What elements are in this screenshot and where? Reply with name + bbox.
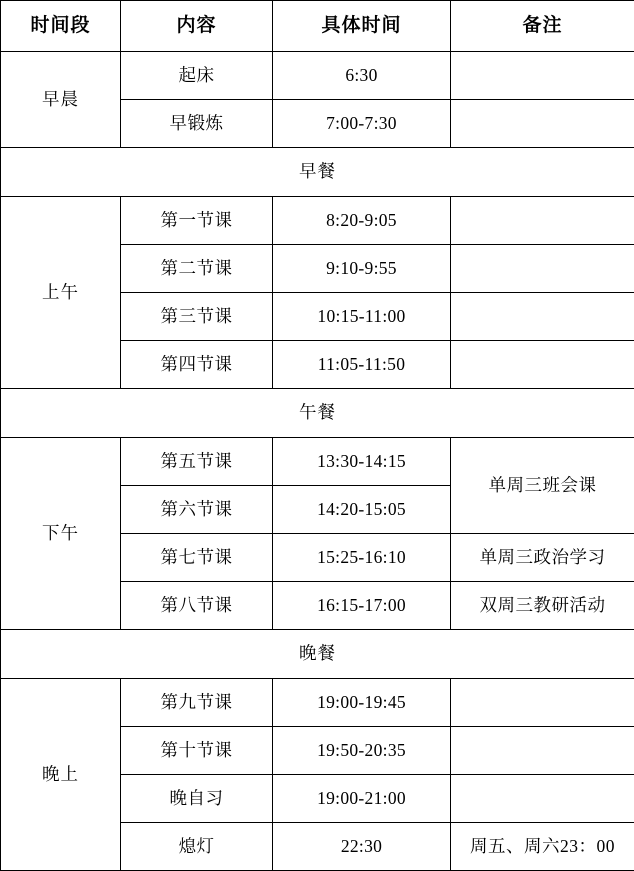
remark-cell [451, 293, 634, 341]
table-body [1, 52, 634, 871]
time-cell: 11:05-11:50 [273, 341, 451, 389]
remark-cell: 双周三教研活动 [451, 582, 634, 630]
column-header-content: 内容 [121, 1, 273, 52]
remark-cell [451, 775, 634, 823]
time-cell: 16:15-17:00 [273, 582, 451, 630]
content-cell: 第一节课 [121, 197, 273, 245]
time-cell: 10:15-11:00 [273, 293, 451, 341]
time-cell: 7:00-7:30 [273, 100, 451, 148]
remark-cell [451, 197, 634, 245]
content-cell: 第二节课 [121, 245, 273, 293]
table-row [1, 197, 634, 245]
remark-cell [451, 341, 634, 389]
meal-cell-dinner: 晚餐 [1, 630, 634, 679]
content-cell: 第七节课 [121, 534, 273, 582]
column-header-time: 具体时间 [273, 1, 451, 52]
content-cell: 熄灯 [121, 823, 273, 871]
table-row [1, 52, 634, 100]
content-cell: 起床 [121, 52, 273, 100]
time-cell: 22:30 [273, 823, 451, 871]
time-cell: 19:50-20:35 [273, 727, 451, 775]
content-cell: 第四节课 [121, 341, 273, 389]
remark-cell: 周五、周六23：00 [451, 823, 634, 871]
remark-cell [451, 245, 634, 293]
meal-row-dinner [1, 630, 634, 679]
remark-cell [451, 727, 634, 775]
table-header-row [1, 1, 634, 52]
period-cell-afternoon: 下午 [1, 438, 121, 630]
remark-cell [451, 679, 634, 727]
period-cell-forenoon: 上午 [1, 197, 121, 389]
time-cell: 6:30 [273, 52, 451, 100]
remark-cell: 单周三政治学习 [451, 534, 634, 582]
time-cell: 19:00-19:45 [273, 679, 451, 727]
time-cell: 14:20-15:05 [273, 486, 451, 534]
period-cell-evening: 晚上 [1, 679, 121, 871]
remark-cell [451, 100, 634, 148]
time-cell: 19:00-21:00 [273, 775, 451, 823]
meal-row-breakfast [1, 148, 634, 197]
table-row [1, 438, 634, 486]
period-cell-morning-early: 早晨 [1, 52, 121, 148]
time-cell: 8:20-9:05 [273, 197, 451, 245]
table-row [1, 679, 634, 727]
time-cell: 15:25-16:10 [273, 534, 451, 582]
time-cell: 9:10-9:55 [273, 245, 451, 293]
time-cell: 13:30-14:15 [273, 438, 451, 486]
content-cell: 晚自习 [121, 775, 273, 823]
meal-cell-lunch: 午餐 [1, 389, 634, 438]
content-cell: 早锻炼 [121, 100, 273, 148]
content-cell: 第三节课 [121, 293, 273, 341]
content-cell: 第五节课 [121, 438, 273, 486]
column-header-period: 时间段 [1, 1, 121, 52]
content-cell: 第六节课 [121, 486, 273, 534]
column-header-remark: 备注 [451, 1, 634, 52]
remark-cell: 单周三班会课 [451, 438, 634, 534]
meal-row-lunch [1, 389, 634, 438]
remark-cell [451, 52, 634, 100]
table-header [1, 1, 634, 52]
meal-cell-breakfast: 早餐 [1, 148, 634, 197]
content-cell: 第十节课 [121, 727, 273, 775]
content-cell: 第九节课 [121, 679, 273, 727]
content-cell: 第八节课 [121, 582, 273, 630]
